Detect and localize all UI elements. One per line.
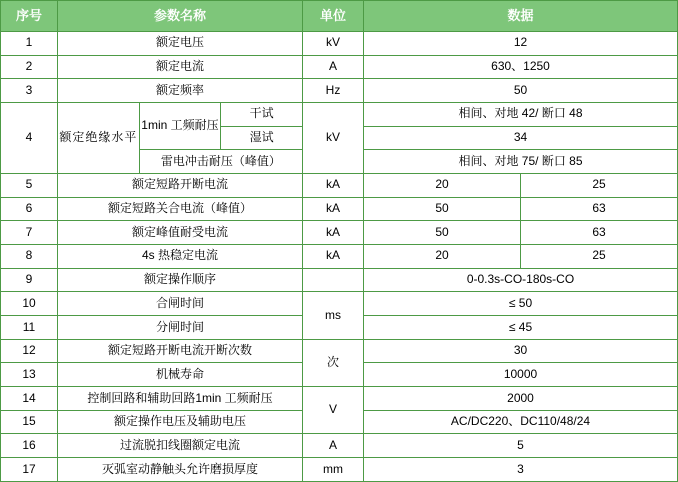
- row-no: 6: [1, 197, 58, 221]
- table-row: [1, 292, 678, 316]
- row-no: 5: [1, 174, 58, 198]
- row-unit: mm: [303, 458, 364, 482]
- row-data-right: 25: [521, 245, 678, 269]
- header-unit: 单位: [303, 1, 364, 32]
- row-data: 相间、对地 75/ 断口 85: [364, 150, 678, 174]
- row-unit: [303, 268, 364, 292]
- row-name: 合闸时间: [58, 292, 303, 316]
- row-data: 12: [364, 32, 678, 56]
- row-unit: kA: [303, 245, 364, 269]
- row-name: 额定操作顺序: [58, 268, 303, 292]
- table-row: [1, 55, 678, 79]
- row-name: 额定操作电压及辅助电压: [58, 410, 303, 434]
- row-unit: A: [303, 55, 364, 79]
- row-name: 额定电流: [58, 55, 303, 79]
- table-row: [1, 339, 678, 363]
- table-row: [1, 434, 678, 458]
- row-no: 14: [1, 387, 58, 411]
- row-no: 3: [1, 79, 58, 103]
- header-no: 序号: [1, 1, 58, 32]
- row-data: ≤ 45: [364, 316, 678, 340]
- row-name-group: 额定绝缘水平: [58, 103, 140, 174]
- row-name: 额定峰值耐受电流: [58, 221, 303, 245]
- row-no: 4: [1, 103, 58, 174]
- row-data: 630、1250: [364, 55, 678, 79]
- row-unit: A: [303, 434, 364, 458]
- row-data-right: 63: [521, 197, 678, 221]
- row-data-left: 50: [364, 197, 521, 221]
- row-name: 控制回路和辅助回路1min 工频耐压: [58, 387, 303, 411]
- table-row: [1, 268, 678, 292]
- row-name: 机械寿命: [58, 363, 303, 387]
- table-row: [1, 458, 678, 482]
- table-row: [1, 387, 678, 411]
- row-unit: kA: [303, 221, 364, 245]
- table-header-row: [1, 1, 678, 32]
- row-subname: 1min 工频耐压: [139, 103, 221, 150]
- row-data: 50: [364, 79, 678, 103]
- row-name: 4s 热稳定电流: [58, 245, 303, 269]
- row-name: 过流脱扣线圈额定电流: [58, 434, 303, 458]
- row-name: 额定短路开断电流开断次数: [58, 339, 303, 363]
- row-no: 7: [1, 221, 58, 245]
- row-name: 额定短路开断电流: [58, 174, 303, 198]
- table-row: [1, 245, 678, 269]
- row-unit: ms: [303, 292, 364, 339]
- row-no: 13: [1, 363, 58, 387]
- row-no: 11: [1, 316, 58, 340]
- row-no: 12: [1, 339, 58, 363]
- table-row: [1, 32, 678, 56]
- row-name: 额定短路关合电流（峰值）: [58, 197, 303, 221]
- row-data: 3: [364, 458, 678, 482]
- table-row: [1, 174, 678, 198]
- row-name: 分闸时间: [58, 316, 303, 340]
- row-data: 2000: [364, 387, 678, 411]
- row-unit: kA: [303, 197, 364, 221]
- table-row: [1, 79, 678, 103]
- row-no: 1: [1, 32, 58, 56]
- row-no: 9: [1, 268, 58, 292]
- row-no: 10: [1, 292, 58, 316]
- row-data: 5: [364, 434, 678, 458]
- row-subname: 雷电冲击耐压（峰值）: [139, 150, 302, 174]
- row-data: 30: [364, 339, 678, 363]
- row-unit: 次: [303, 339, 364, 386]
- row-data: ≤ 50: [364, 292, 678, 316]
- row-data: 0-0.3s-CO-180s-CO: [364, 268, 678, 292]
- row-unit: V: [303, 387, 364, 434]
- row-unit: kV: [303, 103, 364, 174]
- row-unit: kV: [303, 32, 364, 56]
- row-data-left: 20: [364, 174, 521, 198]
- table-row: [1, 103, 678, 127]
- row-subtype: 湿试: [221, 126, 303, 150]
- row-data-left: 20: [364, 245, 521, 269]
- table-row: [1, 221, 678, 245]
- row-no: 15: [1, 410, 58, 434]
- row-no: 17: [1, 458, 58, 482]
- row-data-left: 50: [364, 221, 521, 245]
- row-no: 2: [1, 55, 58, 79]
- row-data: 10000: [364, 363, 678, 387]
- row-data: 34: [364, 126, 678, 150]
- row-data: AC/DC220、DC110/48/24: [364, 410, 678, 434]
- header-data: 数据: [364, 1, 678, 32]
- header-name: 参数名称: [58, 1, 303, 32]
- table-row: [1, 197, 678, 221]
- row-unit: Hz: [303, 79, 364, 103]
- row-name: 额定电压: [58, 32, 303, 56]
- row-name: 额定频率: [58, 79, 303, 103]
- row-no: 8: [1, 245, 58, 269]
- row-data-right: 63: [521, 221, 678, 245]
- row-unit: kA: [303, 174, 364, 198]
- row-data-right: 25: [521, 174, 678, 198]
- row-name: 灭弧室动静触头允许磨损厚度: [58, 458, 303, 482]
- row-data: 相间、对地 42/ 断口 48: [364, 103, 678, 127]
- row-no: 16: [1, 434, 58, 458]
- row-subtype: 干试: [221, 103, 303, 127]
